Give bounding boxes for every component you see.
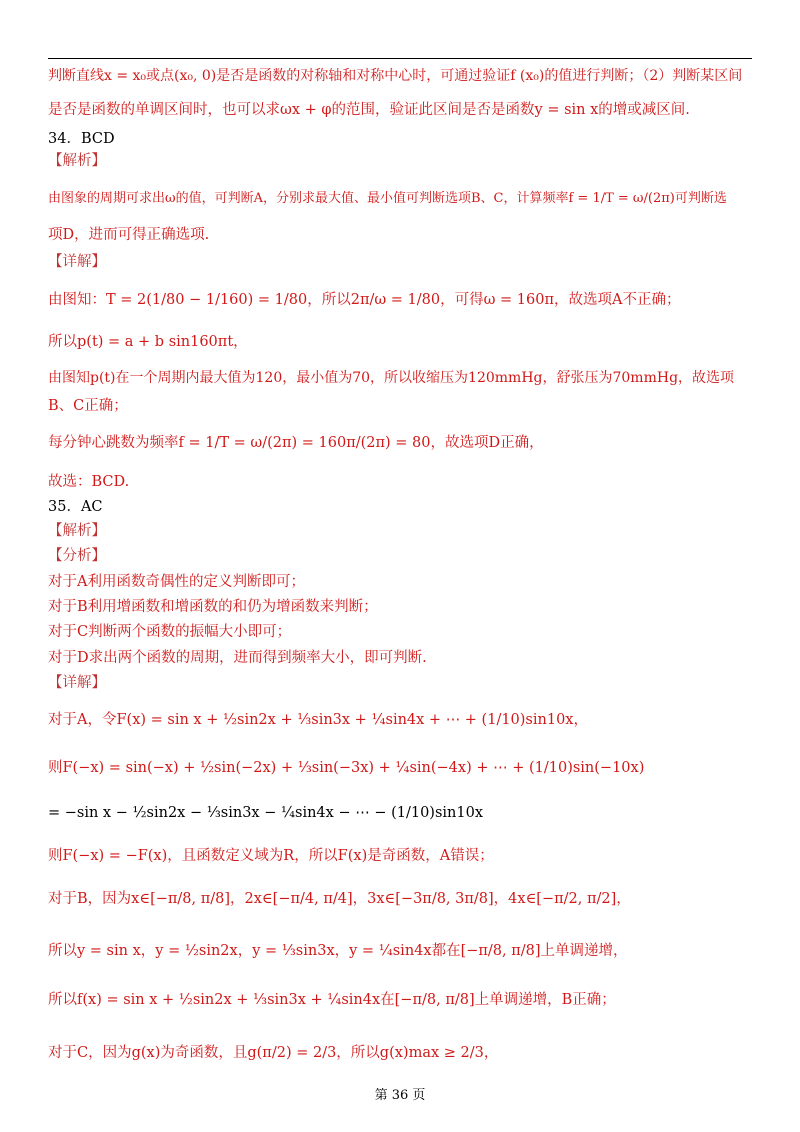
page-number: 第 36 页 xyxy=(374,1088,426,1103)
text-line-29: 对于C，因为g(x)为奇函数，且g(π/2) = 2/3，所以g(x)max ≥ 2/3， xyxy=(48,1045,499,1061)
text-line-26: 对于B，因为x∈[−π/8, π/8]，2x∈[−π/4, π/4]，3x∈[−3π/8, 3π/8]，4x∈[−π/2, π/2]， xyxy=(48,891,631,907)
section-detail-34: 【详解】 xyxy=(48,254,106,270)
answer-34: 34．BCD xyxy=(48,131,115,147)
text-line-2: 是否是函数的单调区间时，也可以求ωx + φ的范围，验证此区间是否是函数y = sin x的增或减区间. xyxy=(48,102,690,118)
text-line-23: 则F(−x) = sin(−x) + ½sin(−2x) + ⅓sin(−3x) + ¼sin(−4x) + ⋯ + (1/10)sin(−10x) xyxy=(48,760,645,776)
text-line-6: 项D，进而可得正确选项. xyxy=(48,227,210,243)
text-line-11: B、C正确； xyxy=(48,398,128,414)
text-line-12: 每分钟心跳数为频率f = 1/T = ω/(2π) = 160π/(2π) = 80，故选项D正确， xyxy=(48,435,544,451)
text-line-28: 所以f(x) = sin x + ½sin2x + ⅓sin3x + ¼sin4x在[−π/8, π/8]上单调递增，B正确； xyxy=(48,992,616,1008)
text-line-20: 对于D求出两个函数的周期，进而得到频率大小，即可判断. xyxy=(48,650,427,666)
section-analysis-35: 【解析】 xyxy=(48,523,106,539)
text-line-17: 对于A利用函数奇偶性的定义判断即可； xyxy=(48,574,305,590)
text-line-25: 则F(−x) = −F(x)，且函数定义域为R，所以F(x)是奇函数，A错误； xyxy=(48,848,494,864)
text-line-24: = −sin x − ½sin2x − ⅓sin3x − ¼sin4x − ⋯ − (1/10)sin10x xyxy=(48,805,483,821)
header-rule xyxy=(48,58,752,59)
text-line-22: 对于A，令F(x) = sin x + ½sin2x + ⅓sin3x + ¼sin4x + ⋯ + (1/10)sin10x， xyxy=(48,712,588,728)
text-line-27: 所以y = sin x，y = ½sin2x，y = ⅓sin3x，y = ¼sin4x都在[−π/8, π/8]上单调递增， xyxy=(48,943,628,959)
text-line-8: 由图知：T = 2(1/80 − 1/160) = 1/80，所以2π/ω = 1/80，可得ω = 160π，故选项A不正确； xyxy=(48,292,681,308)
text-line-10: 由图知p(t)在一个周期内最大值为120，最小值为70，所以收缩压为120mmHg，舒张压为70mmHg，故选项 xyxy=(48,370,735,386)
answer-35: 35．AC xyxy=(48,499,103,515)
text-line-19: 对于C判断两个函数的振幅大小即可； xyxy=(48,624,292,640)
text-line-13: 故选：BCD. xyxy=(48,474,130,490)
section-analysis-34: 【解析】 xyxy=(48,153,106,169)
text-line-18: 对于B利用增函数和增函数的和仍为增函数来判断； xyxy=(48,599,378,615)
text-line-9: 所以p(t) = a + b sin160πt， xyxy=(48,334,248,350)
text-line-5: 由图象的周期可求出ω的值，可判断A，分别求最大值、最小值可判断选项B、C，计算频率f = 1/T = ω/(2π)可判断选 xyxy=(48,191,727,206)
section-detail-35: 【详解】 xyxy=(48,675,106,691)
section-fenxi-35: 【分析】 xyxy=(48,548,106,564)
text-line-1: 判断直线x = x₀或点(x₀, 0)是否是函数的对称轴和对称中心时，可通过验证f (x₀)的值进行判断；（2）判断某区间 xyxy=(48,68,743,84)
